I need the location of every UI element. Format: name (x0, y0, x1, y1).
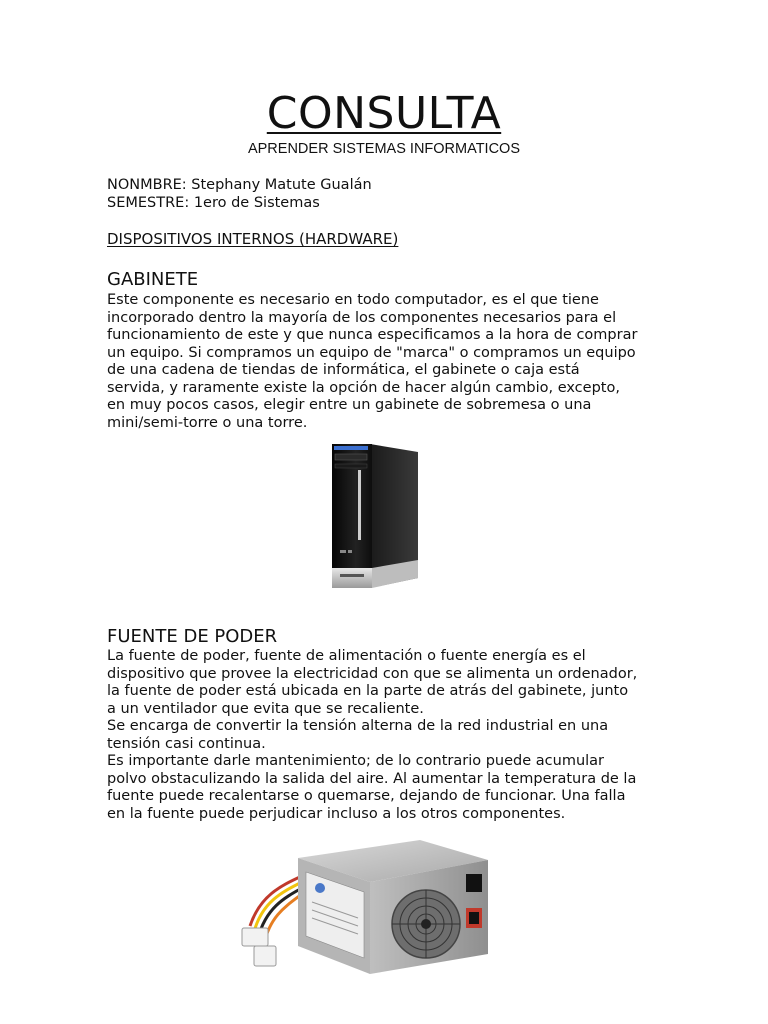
document-title: CONSULTA (266, 88, 502, 139)
text-line: servida, y raramente existe la opción de hacer algún cambio, excepto, (107, 379, 620, 396)
text-line: polvo obstaculizando la salida del aire. Al aumentar la temperatura de la (107, 770, 637, 787)
text-line: Este componente es necesario en todo computador, es el que tiene (107, 292, 599, 308)
gabinete-paragraph (107, 292, 667, 432)
text-line: dispositivo que provee la electricidad con que se alimenta un ordenador, (107, 665, 638, 682)
text-line: tensión casi continua. (107, 735, 266, 752)
gabinete-heading: GABINETE (107, 269, 199, 290)
document-subtitle: APRENDER SISTEMAS INFORMATICOS (247, 141, 521, 157)
text-line: funcionamiento de este y que nunca especificamos a la hora de comprar (107, 327, 638, 343)
text-line: Es importante darle mantenimiento; de lo contrario puede acumular (107, 753, 605, 769)
computer-case-image (318, 440, 428, 600)
text-line: en muy pocos casos, elegir entre un gabinete de sobremesa o una (107, 397, 592, 413)
text-line: mini/semi-torre o una torre. (107, 414, 308, 431)
fuente-paragraph (107, 648, 667, 823)
text-line: un equipo. Si compramos un equipo de "marca" o compramos un equipo (107, 344, 636, 361)
text-line: la fuente de poder está ubicada en la parte de atrás del gabinete, junto (107, 683, 629, 699)
section-heading: DISPOSITIVOS INTERNOS (HARDWARE) (107, 230, 399, 248)
text-line: incorporado dentro la mayoría de los componentes necesarios para el (107, 309, 617, 326)
text-line: a un ventilador que evita que se recaliente. (107, 700, 424, 717)
text-line: en la fuente puede perjudicar incluso a los otros componentes. (107, 805, 566, 822)
fuente-heading: FUENTE DE PODER (107, 626, 278, 647)
student-name: NONMBRE: Stephany Matute Gualán (107, 177, 372, 193)
student-semester: SEMESTRE: 1ero de Sistemas (107, 195, 320, 211)
text-line: fuente puede recalentarse o quemarse, dejando de funcionar. Una falla (107, 788, 626, 804)
text-line: de una cadena de tiendas de informática, el gabinete o caja está (107, 362, 580, 378)
text-line: La fuente de poder, fuente de alimentación o fuente energía es el (107, 648, 586, 664)
text-line: Se encarga de convertir la tensión alterna de la red industrial en una (107, 718, 609, 734)
power-supply-image (240, 836, 496, 978)
